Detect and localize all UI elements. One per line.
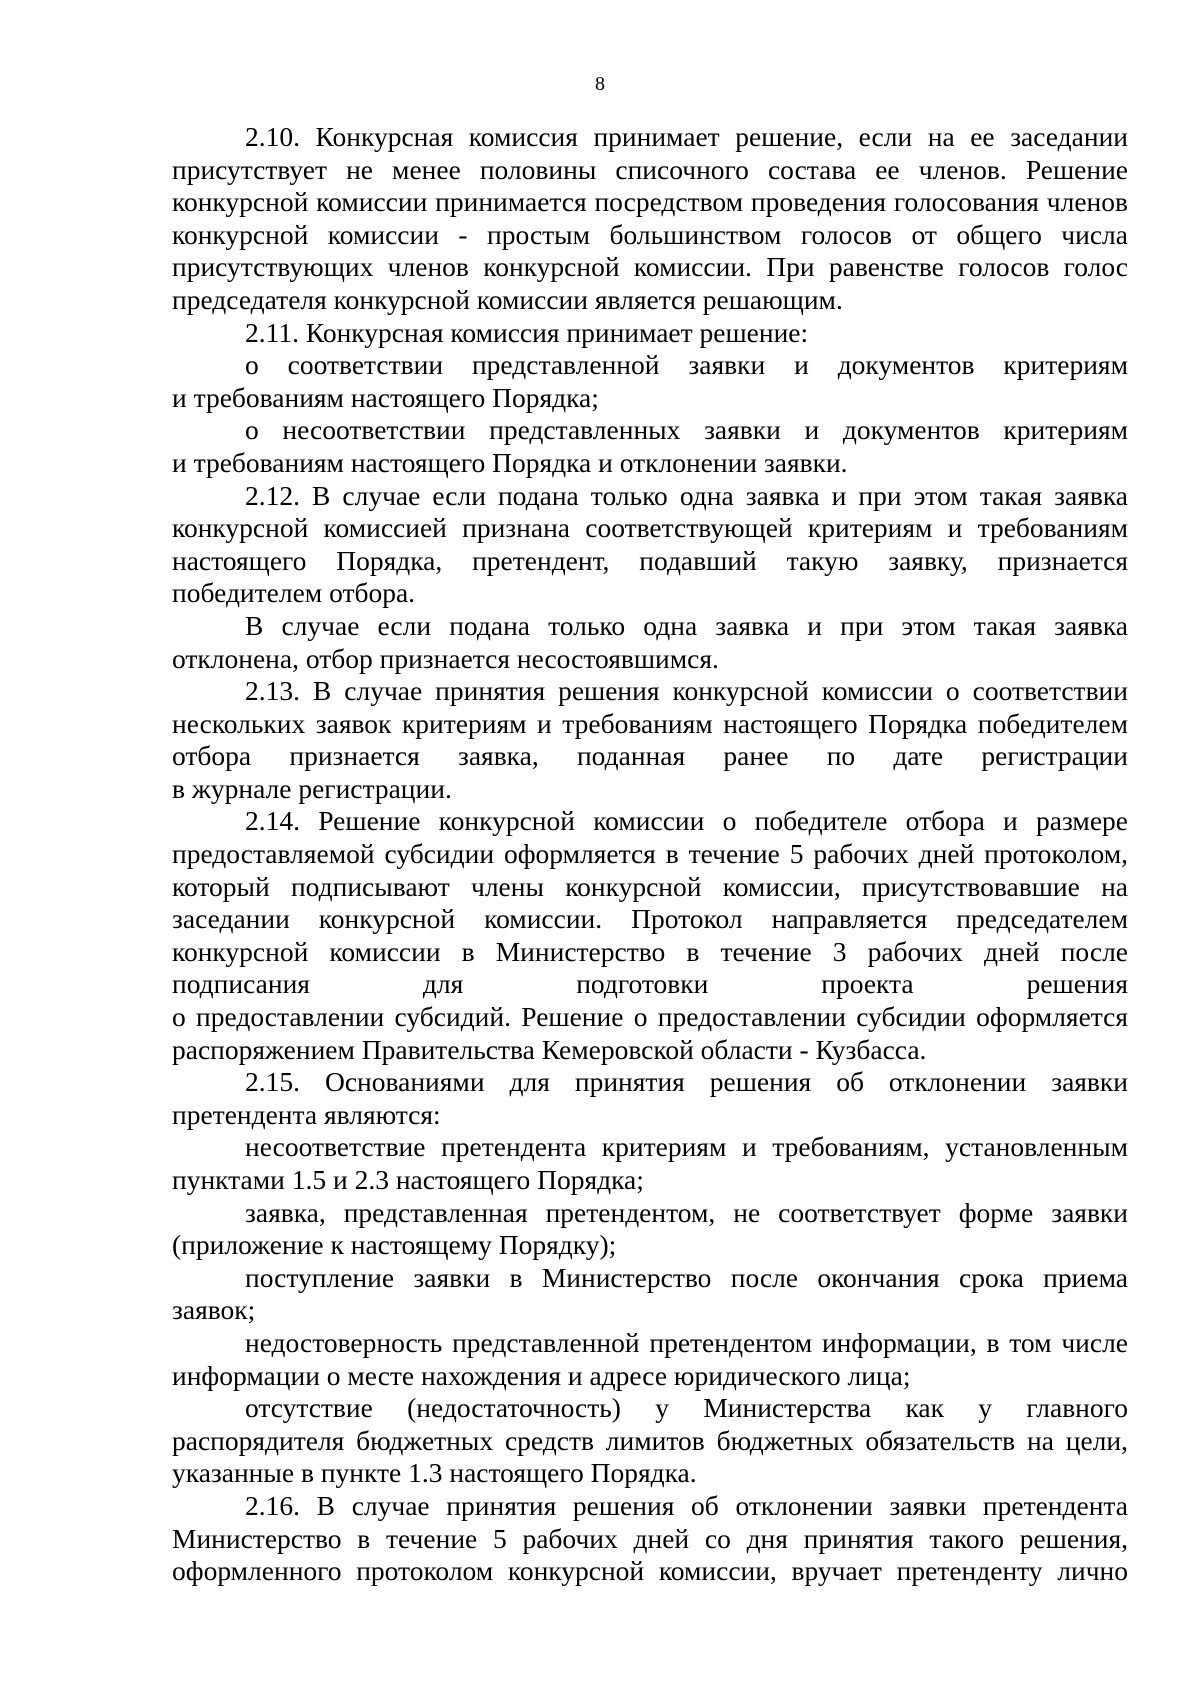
document-body (172, 121, 1128, 1588)
paragraph-2-14-continued: о предоставлении субсидий. Решение о предоставлении субсидии оформляется распоряжением Правительства Кемеровской области - Кузбасса. (172, 1001, 1128, 1065)
list-item-nonconformity-continued: и требованиям настоящего Порядка и отклонении заявки. (172, 446, 848, 478)
paragraph-2-14: 2.14. Решение конкурсной комиссии о победителе отбора и размере предоставляемой субсидии оформляется в течение 5 рабочих дней протоколом, который подписывают члены конкурсной комиссии, присутствовавшие на заседании конкурсной комиссии. Протокол направляется председателем конкурсной комиссии в Министерство в течение 3 рабочих дней после подписания для подготовки проекта решения (172, 805, 1128, 1000)
paragraph-2-13: 2.13. В случае принятия решения конкурсной комиссии о соответствии нескольких заявок критериям и требованиям настоящего Порядка победителем отбора признается заявка, поданная ранее по дате регистрации (172, 675, 1128, 772)
rejection-ground-budget-limits: отсутствие (недостаточность) у Министерства как у главного распорядителя бюджетных средств лимитов бюджетных обязательств на цели, указанные в пункте 1.3 настоящего Порядка. (172, 1392, 1128, 1489)
paragraph-2-12-rejected: В случае если подана только одна заявка и при этом такая заявка отклонена, отбор признается несостоявшимся. (172, 609, 1128, 674)
rejection-ground-form: заявка, представленная претендентом, не соответствует форме заявки (приложение к настоящему Порядку); (172, 1196, 1128, 1261)
page-number: 8 (595, 73, 605, 95)
rejection-ground-deadline: поступление заявки в Министерство после окончания срока приема заявок; (172, 1261, 1128, 1326)
rejection-ground-criteria: несоответствие претендента критериям и требованиям, установленным пунктами 1.5 и 2.3 настоящего Порядка; (172, 1131, 1128, 1195)
paragraph-2-11: 2.11. Конкурсная комиссия принимает решение: (245, 316, 809, 348)
list-item-nonconformity: о несоответствии представленных заявки и документов критериям (245, 414, 1128, 446)
paragraph-2-13-continued: в журнале регистрации. (172, 772, 452, 804)
rejection-ground-false-info: недостоверность представленной претендентом информации, в том числе информации о месте нахождения и адресе юридического лица; (172, 1326, 1128, 1391)
paragraph-2-16: 2.16. В случае принятия решения об отклонении заявки претендента Министерство в течение 5 рабочих дней со дня принятия такого решения, оформленного протоколом конкурсной комиссии, вручает претенденту лично (172, 1489, 1128, 1587)
paragraph-2-10: 2.10. Конкурсная комиссия принимает решение, если на ее заседании присутствует не менее половины списочного состава ее членов. Решение конкурсной комиссии принимается посредством проведения голосования членов конкурсной комиссии - простым большинством голосов от общего числа присутствующих членов конкурсной комиссии. При равенстве голосов голос председателя конкурсной комиссии является решающим. (172, 121, 1128, 315)
list-item-conformity: о соответствии представленной заявки и документов критериям (245, 349, 1128, 381)
list-item-conformity-continued: и требованиям настоящего Порядка; (172, 381, 599, 413)
paragraph-2-12: 2.12. В случае если подана только одна заявка и при этом такая заявка конкурсной комиссией признана соответствующей критериям и требованиям настоящего Порядка, претендент, подавший такую заявку, признается победителем отбора. (172, 479, 1128, 609)
paragraph-2-15: 2.15. Основаниями для принятия решения об отклонении заявки претендента являются: (172, 1066, 1128, 1130)
